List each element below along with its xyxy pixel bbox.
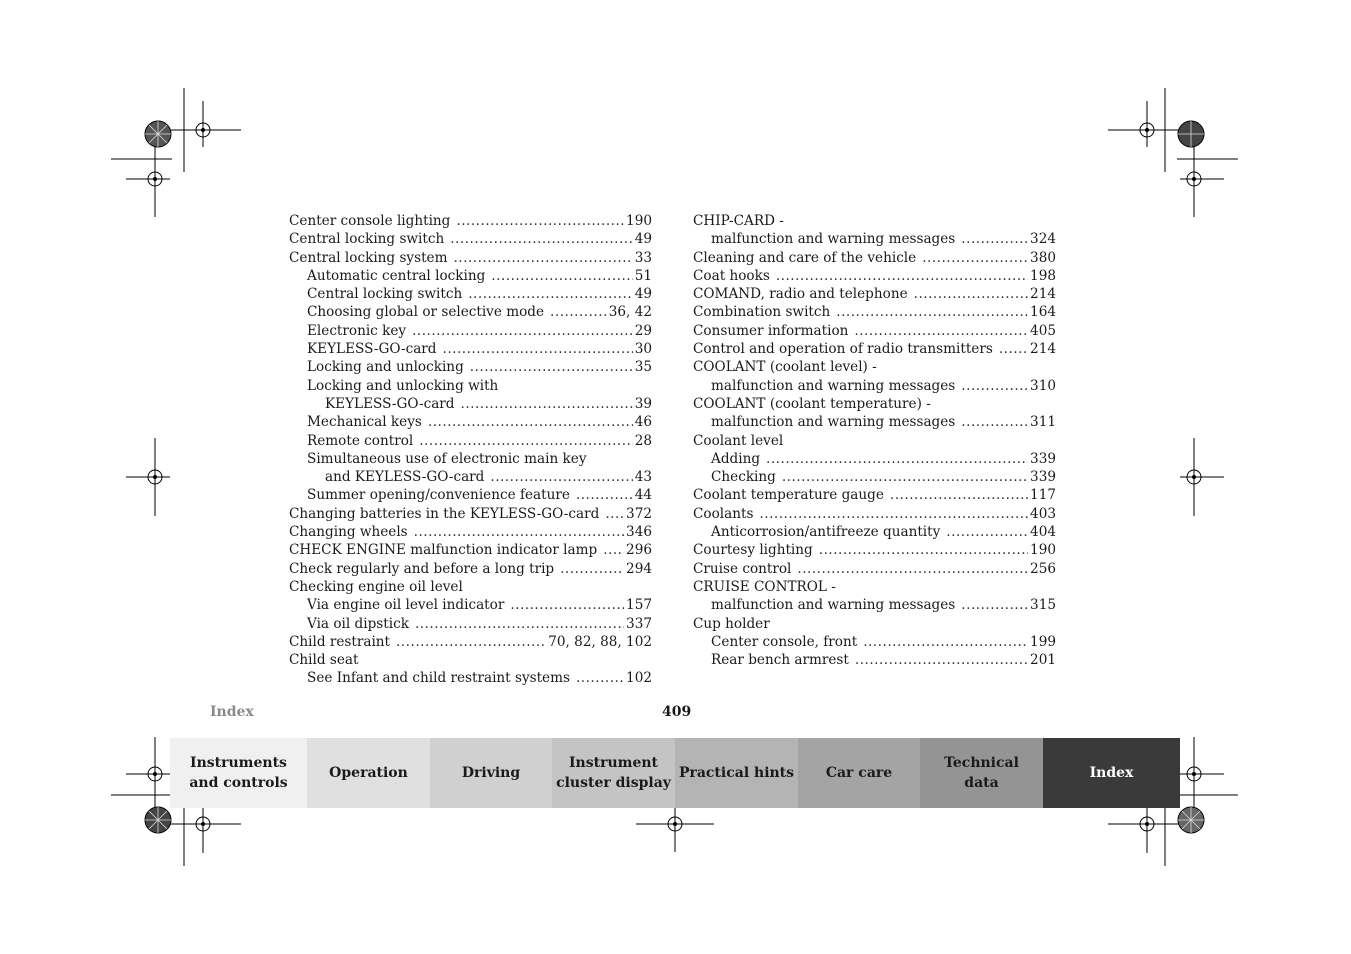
- index-entry-page: 339: [1030, 450, 1056, 467]
- index-entry-term: malfunction and warning messages: [711, 377, 956, 394]
- index-entry-term: Rear bench armrest: [711, 652, 849, 669]
- tab-driving[interactable]: Driving: [430, 738, 552, 808]
- index-entry: [693, 615, 1056, 633]
- dot-leader: [782, 468, 1028, 486]
- index-entry-page: 29: [634, 322, 652, 339]
- index-entry: [289, 413, 652, 431]
- index-entry: [693, 285, 1056, 303]
- index-entry-term: Coolant level: [693, 432, 784, 449]
- index-entry: [289, 322, 652, 340]
- index-entry: [693, 212, 1056, 230]
- index-entry-page: 404: [1030, 524, 1056, 541]
- dot-leader: [914, 285, 1028, 303]
- index-entry-term: Child seat: [289, 652, 359, 669]
- dot-leader: [576, 486, 633, 504]
- dot-leader: [776, 267, 1028, 285]
- dot-leader: [605, 505, 624, 523]
- index-entry: [289, 450, 652, 468]
- tab-practical-hints[interactable]: Practical hints: [675, 738, 798, 808]
- dot-leader: [550, 303, 607, 321]
- index-entry-page: 44: [634, 487, 652, 504]
- index-entry-term: Via engine oil level indicator: [307, 597, 505, 614]
- index-entry-term: Locking and unlocking with: [307, 377, 499, 394]
- index-entry-page: 214: [1030, 341, 1056, 358]
- dot-leader: [453, 249, 632, 267]
- dot-leader: [854, 322, 1028, 340]
- index-column-left: [289, 212, 652, 688]
- index-entry-page: 36, 42: [608, 304, 652, 321]
- index-entry-term: Center console lighting: [289, 213, 451, 229]
- dot-leader: [396, 633, 546, 651]
- index-entry-page: 199: [1030, 633, 1056, 650]
- index-entry-page: 51: [634, 267, 652, 284]
- index-entry: [289, 303, 652, 321]
- index-entry-term: KEYLESS-GO-card: [325, 395, 455, 412]
- index-entry-page: 256: [1030, 560, 1056, 577]
- index-entry-term: malfunction and warning messages: [711, 597, 956, 614]
- index-entry: [693, 578, 1056, 596]
- index-entry-page: 49: [634, 231, 652, 248]
- index-entry: [693, 395, 1056, 413]
- dot-leader: [961, 230, 1028, 248]
- index-entry-page: 35: [634, 359, 652, 376]
- dot-leader: [836, 303, 1028, 321]
- footer-section-label: Index: [210, 704, 254, 720]
- index-entry-page: 39: [634, 395, 652, 412]
- index-entry: [289, 486, 652, 504]
- index-column-right: [693, 212, 1056, 669]
- dot-leader: [759, 505, 1028, 523]
- index-entry-term: Adding: [711, 450, 761, 467]
- index-entry-term: Central locking switch: [307, 286, 463, 303]
- tab-instrument-cluster-display[interactable]: Instrument cluster display: [552, 738, 675, 808]
- index-entry-term: Consumer information: [693, 322, 849, 339]
- index-entry-term: malfunction and warning messages: [711, 231, 956, 248]
- dot-leader: [443, 340, 633, 358]
- index-entry: [289, 523, 652, 541]
- dot-leader: [961, 413, 1028, 431]
- index-entry-term: Summer opening/convenience feature: [307, 487, 570, 504]
- index-entry: [289, 669, 652, 687]
- dot-leader: [819, 541, 1028, 559]
- index-entry: [289, 395, 652, 413]
- index-entry-page: 403: [1030, 505, 1056, 522]
- index-entry-term: Center console, front: [711, 633, 858, 650]
- index-entry-page: 43: [634, 469, 652, 486]
- index-entry: [289, 285, 652, 303]
- dot-leader: [863, 633, 1028, 651]
- dot-leader: [428, 413, 633, 431]
- index-entry: [693, 432, 1056, 450]
- index-entry-term: COOLANT (coolant temperature) -: [693, 395, 931, 412]
- index-entry: [693, 303, 1056, 321]
- dot-leader: [491, 267, 632, 285]
- index-entry: [693, 413, 1056, 431]
- index-entry-term: Cup holder: [693, 615, 770, 632]
- index-entry-term: Central locking system: [289, 249, 448, 266]
- dot-leader: [961, 596, 1028, 614]
- index-entry-page: 294: [626, 560, 652, 577]
- index-entry: [289, 340, 652, 358]
- index-entry-page: 164: [1030, 304, 1056, 321]
- index-entry-term: Anticorrosion/antifreeze quantity: [711, 524, 941, 541]
- dot-leader: [461, 395, 633, 413]
- tab-car-care[interactable]: Car care: [798, 738, 920, 808]
- index-entry-term: Control and operation of radio transmitters: [693, 341, 993, 358]
- index-entry: [289, 468, 652, 486]
- index-entry: [693, 230, 1056, 248]
- index-entry: [693, 633, 1056, 651]
- index-entry-term: Choosing global or selective mode: [307, 304, 545, 321]
- index-entry-term: malfunction and warning messages: [711, 414, 956, 431]
- dot-leader: [890, 486, 1028, 504]
- index-entry: [289, 377, 652, 395]
- dot-leader: [560, 560, 624, 578]
- index-entry: [693, 651, 1056, 669]
- index-entry-page: 190: [626, 213, 652, 229]
- index-entry: [693, 486, 1056, 504]
- index-entry: [289, 596, 652, 614]
- index-entry: [693, 249, 1056, 267]
- index-entry: [693, 468, 1056, 486]
- index-entry-page: 346: [626, 524, 652, 541]
- index-entry-page: 315: [1030, 597, 1056, 614]
- index-entry-term: Central locking switch: [289, 231, 445, 248]
- index-entry-page: 337: [626, 615, 652, 632]
- index-entry-page: 198: [1030, 267, 1056, 284]
- index-entry: [693, 505, 1056, 523]
- index-entry: [693, 523, 1056, 541]
- index-entry-term: Combination switch: [693, 304, 831, 321]
- index-entry-page: 49: [634, 286, 652, 303]
- index-entry: [693, 340, 1056, 358]
- dot-leader: [510, 596, 624, 614]
- index-entry-term: Coat hooks: [693, 267, 770, 284]
- index-entry: [289, 249, 652, 267]
- dot-leader: [419, 432, 632, 450]
- index-entry: [289, 633, 652, 651]
- index-entry: [289, 432, 652, 450]
- index-entry-term: Via oil dipstick: [307, 615, 409, 632]
- index-entry-term: Cruise control: [693, 560, 792, 577]
- dot-leader: [999, 340, 1028, 358]
- index-entry-term: Locking and unlocking: [307, 359, 464, 376]
- index-entry: [289, 505, 652, 523]
- index-entry-term: KEYLESS-GO-card: [307, 341, 437, 358]
- dot-leader: [946, 523, 1028, 541]
- index-entry-page: 70, 82, 88, 102: [548, 633, 652, 650]
- dot-leader: [766, 450, 1028, 468]
- tab-technical-data[interactable]: Technical data: [920, 738, 1043, 808]
- index-entry-page: 117: [1030, 487, 1056, 504]
- index-entry-term: CHIP-CARD -: [693, 213, 784, 229]
- index-entry-term: COMAND, radio and telephone: [693, 286, 908, 303]
- index-entry-term: See Infant and child restraint systems: [307, 670, 570, 687]
- index-entry-page: 157: [626, 597, 652, 614]
- index-entry-term: Changing batteries in the KEYLESS-GO-card: [289, 505, 600, 522]
- index-entry-page: 30: [634, 341, 652, 358]
- index-entry: [289, 541, 652, 559]
- index-entry-term: and KEYLESS-GO-card: [325, 469, 485, 486]
- dot-leader: [450, 230, 632, 248]
- index-entry-term: Coolant temperature gauge: [693, 487, 884, 504]
- tab-operation[interactable]: Operation: [307, 738, 430, 808]
- dot-leader: [414, 523, 624, 541]
- index-entry: [289, 651, 652, 669]
- index-entry-page: 310: [1030, 377, 1056, 394]
- index-entry-term: Checking: [711, 469, 776, 486]
- index-entry-term: Check regularly and before a long trip: [289, 560, 555, 577]
- index-entry: [289, 267, 652, 285]
- index-entry: [693, 596, 1056, 614]
- index-entry-term: CHECK ENGINE malfunction indicator lamp: [289, 542, 598, 559]
- index-entry-page: 214: [1030, 286, 1056, 303]
- index-entry: [693, 377, 1056, 395]
- index-entry-page: 324: [1030, 231, 1056, 248]
- index-entry: [289, 230, 652, 248]
- index-entry-page: 380: [1030, 249, 1056, 266]
- index-entry: [289, 560, 652, 578]
- index-entry: [693, 322, 1056, 340]
- index-entry: [693, 541, 1056, 559]
- index-entry-page: 102: [626, 670, 652, 687]
- index-entry-term: Child restraint: [289, 633, 391, 650]
- dot-leader: [490, 468, 632, 486]
- index-entry-term: Remote control: [307, 432, 414, 449]
- index-entry-term: Simultaneous use of electronic main key: [307, 450, 587, 467]
- dot-leader: [797, 560, 1028, 578]
- section-tab-bar: [170, 738, 1180, 808]
- index-entry-page: 46: [634, 414, 652, 431]
- index-entry-page: 28: [634, 432, 652, 449]
- dot-leader: [456, 212, 624, 230]
- index-entry-page: 33: [634, 249, 652, 266]
- index-entry-term: Courtesy lighting: [693, 542, 813, 559]
- dot-leader: [576, 669, 624, 687]
- dot-leader: [468, 285, 632, 303]
- index-entry: [289, 578, 652, 596]
- index-entry-term: Changing wheels: [289, 524, 408, 541]
- dot-leader: [415, 615, 624, 633]
- index-entry: [693, 358, 1056, 376]
- index-entry-page: 405: [1030, 322, 1056, 339]
- index-entry-page: 339: [1030, 469, 1056, 486]
- index-entry-page: 372: [626, 505, 652, 522]
- index-entry-term: Cleaning and care of the vehicle: [693, 249, 917, 266]
- index-entry: [289, 358, 652, 376]
- index-entry-page: 311: [1030, 414, 1056, 431]
- index-entry: [693, 450, 1056, 468]
- dot-leader: [855, 651, 1028, 669]
- index-entry: [693, 560, 1056, 578]
- tab-instruments-and-controls[interactable]: Instruments and controls: [170, 738, 307, 808]
- index-entry: [693, 267, 1056, 285]
- index-entry-term: Checking engine oil level: [289, 578, 463, 595]
- dot-leader: [961, 377, 1028, 395]
- dot-leader: [412, 322, 633, 340]
- index-entry-term: CRUISE CONTROL -: [693, 578, 836, 595]
- page-number: 409: [662, 704, 692, 720]
- index-entry-term: COOLANT (coolant level) -: [693, 359, 877, 376]
- index-entry-term: Electronic key: [307, 322, 407, 339]
- index-entry-page: 296: [626, 542, 652, 559]
- tab-index[interactable]: Index: [1043, 738, 1180, 808]
- index-entry-term: Automatic central locking: [307, 267, 486, 284]
- dot-leader: [603, 541, 624, 559]
- dot-leader: [922, 249, 1028, 267]
- index-entry-page: 201: [1030, 652, 1056, 669]
- index-entry-term: Mechanical keys: [307, 414, 422, 431]
- index-entry: [289, 615, 652, 633]
- dot-leader: [470, 358, 633, 376]
- index-entry-page: 190: [1030, 542, 1056, 559]
- index-entry: [289, 212, 652, 230]
- index-entry-term: Coolants: [693, 505, 754, 522]
